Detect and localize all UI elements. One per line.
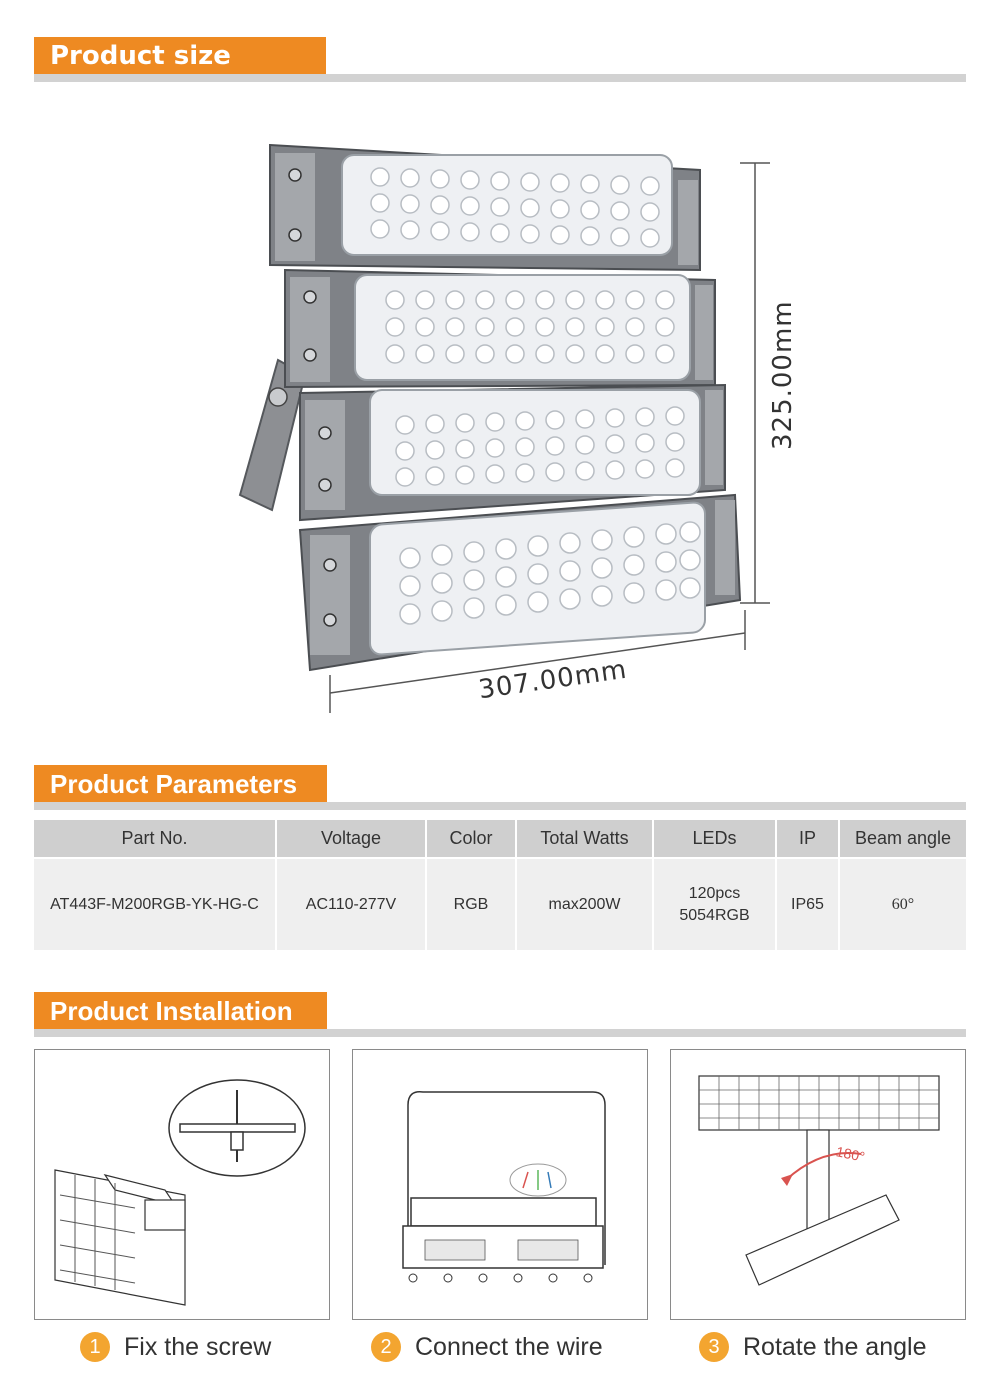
width-dimension-line — [325, 605, 755, 720]
header-voltage: Voltage — [276, 820, 426, 858]
step-3-badge: 3 — [699, 1332, 729, 1362]
rotation-angle-label: 180° — [834, 1143, 867, 1165]
led-module-3 — [300, 385, 725, 520]
section-divider — [34, 1029, 966, 1037]
height-dimension-label: 325.00mm — [768, 300, 798, 450]
fix-screw-diagram — [35, 1050, 329, 1319]
step-3-label: Rotate the angle — [743, 1332, 927, 1361]
install-panel-fix-screw — [34, 1049, 330, 1320]
connect-wire-diagram — [353, 1050, 647, 1319]
step-2-badge: 2 — [371, 1332, 401, 1362]
cell-leds — [653, 858, 776, 950]
product-size-title: Product size — [34, 37, 326, 75]
step-3 — [699, 1330, 926, 1364]
section-divider — [34, 802, 966, 810]
step-1 — [80, 1330, 271, 1364]
led-module-2 — [285, 270, 715, 387]
step-2 — [371, 1330, 603, 1364]
header-color: Color — [426, 820, 516, 858]
cell-voltage: AC110-277V — [276, 858, 426, 950]
parameters-table — [34, 820, 966, 950]
cell-part-no: AT443F-M200RGB-YK-HG-C — [34, 858, 276, 950]
header-ip: IP — [776, 820, 839, 858]
step-2-label: Connect the wire — [415, 1332, 603, 1361]
cell-ip: IP65 — [776, 858, 839, 950]
led-module-1 — [270, 145, 700, 270]
product-installation-title: Product Installation — [34, 992, 327, 1030]
header-total-watts: Total Watts — [516, 820, 653, 858]
cell-color: RGB — [426, 858, 516, 950]
product-parameters-title: Product Parameters — [34, 765, 327, 803]
rotate-angle-diagram — [671, 1050, 965, 1319]
table-row — [34, 858, 966, 950]
install-panel-rotate-angle — [670, 1049, 966, 1320]
cell-beam-angle: 60° — [839, 858, 966, 950]
step-1-badge: 1 — [80, 1332, 110, 1362]
width-dimension-label: 307.00mm — [476, 654, 630, 706]
header-leds: LEDs — [653, 820, 776, 858]
step-1-label: Fix the screw — [124, 1332, 272, 1361]
cell-total-watts: max200W — [516, 858, 653, 950]
section-divider — [34, 74, 966, 82]
header-beam-angle: Beam angle — [839, 820, 966, 858]
header-part-no: Part No. — [34, 820, 276, 858]
install-panel-connect-wire — [352, 1049, 648, 1320]
cell-leds-count: 120pcs — [688, 884, 741, 902]
cell-leds-type: 5054RGB — [679, 906, 750, 924]
table-header-row — [34, 820, 966, 858]
